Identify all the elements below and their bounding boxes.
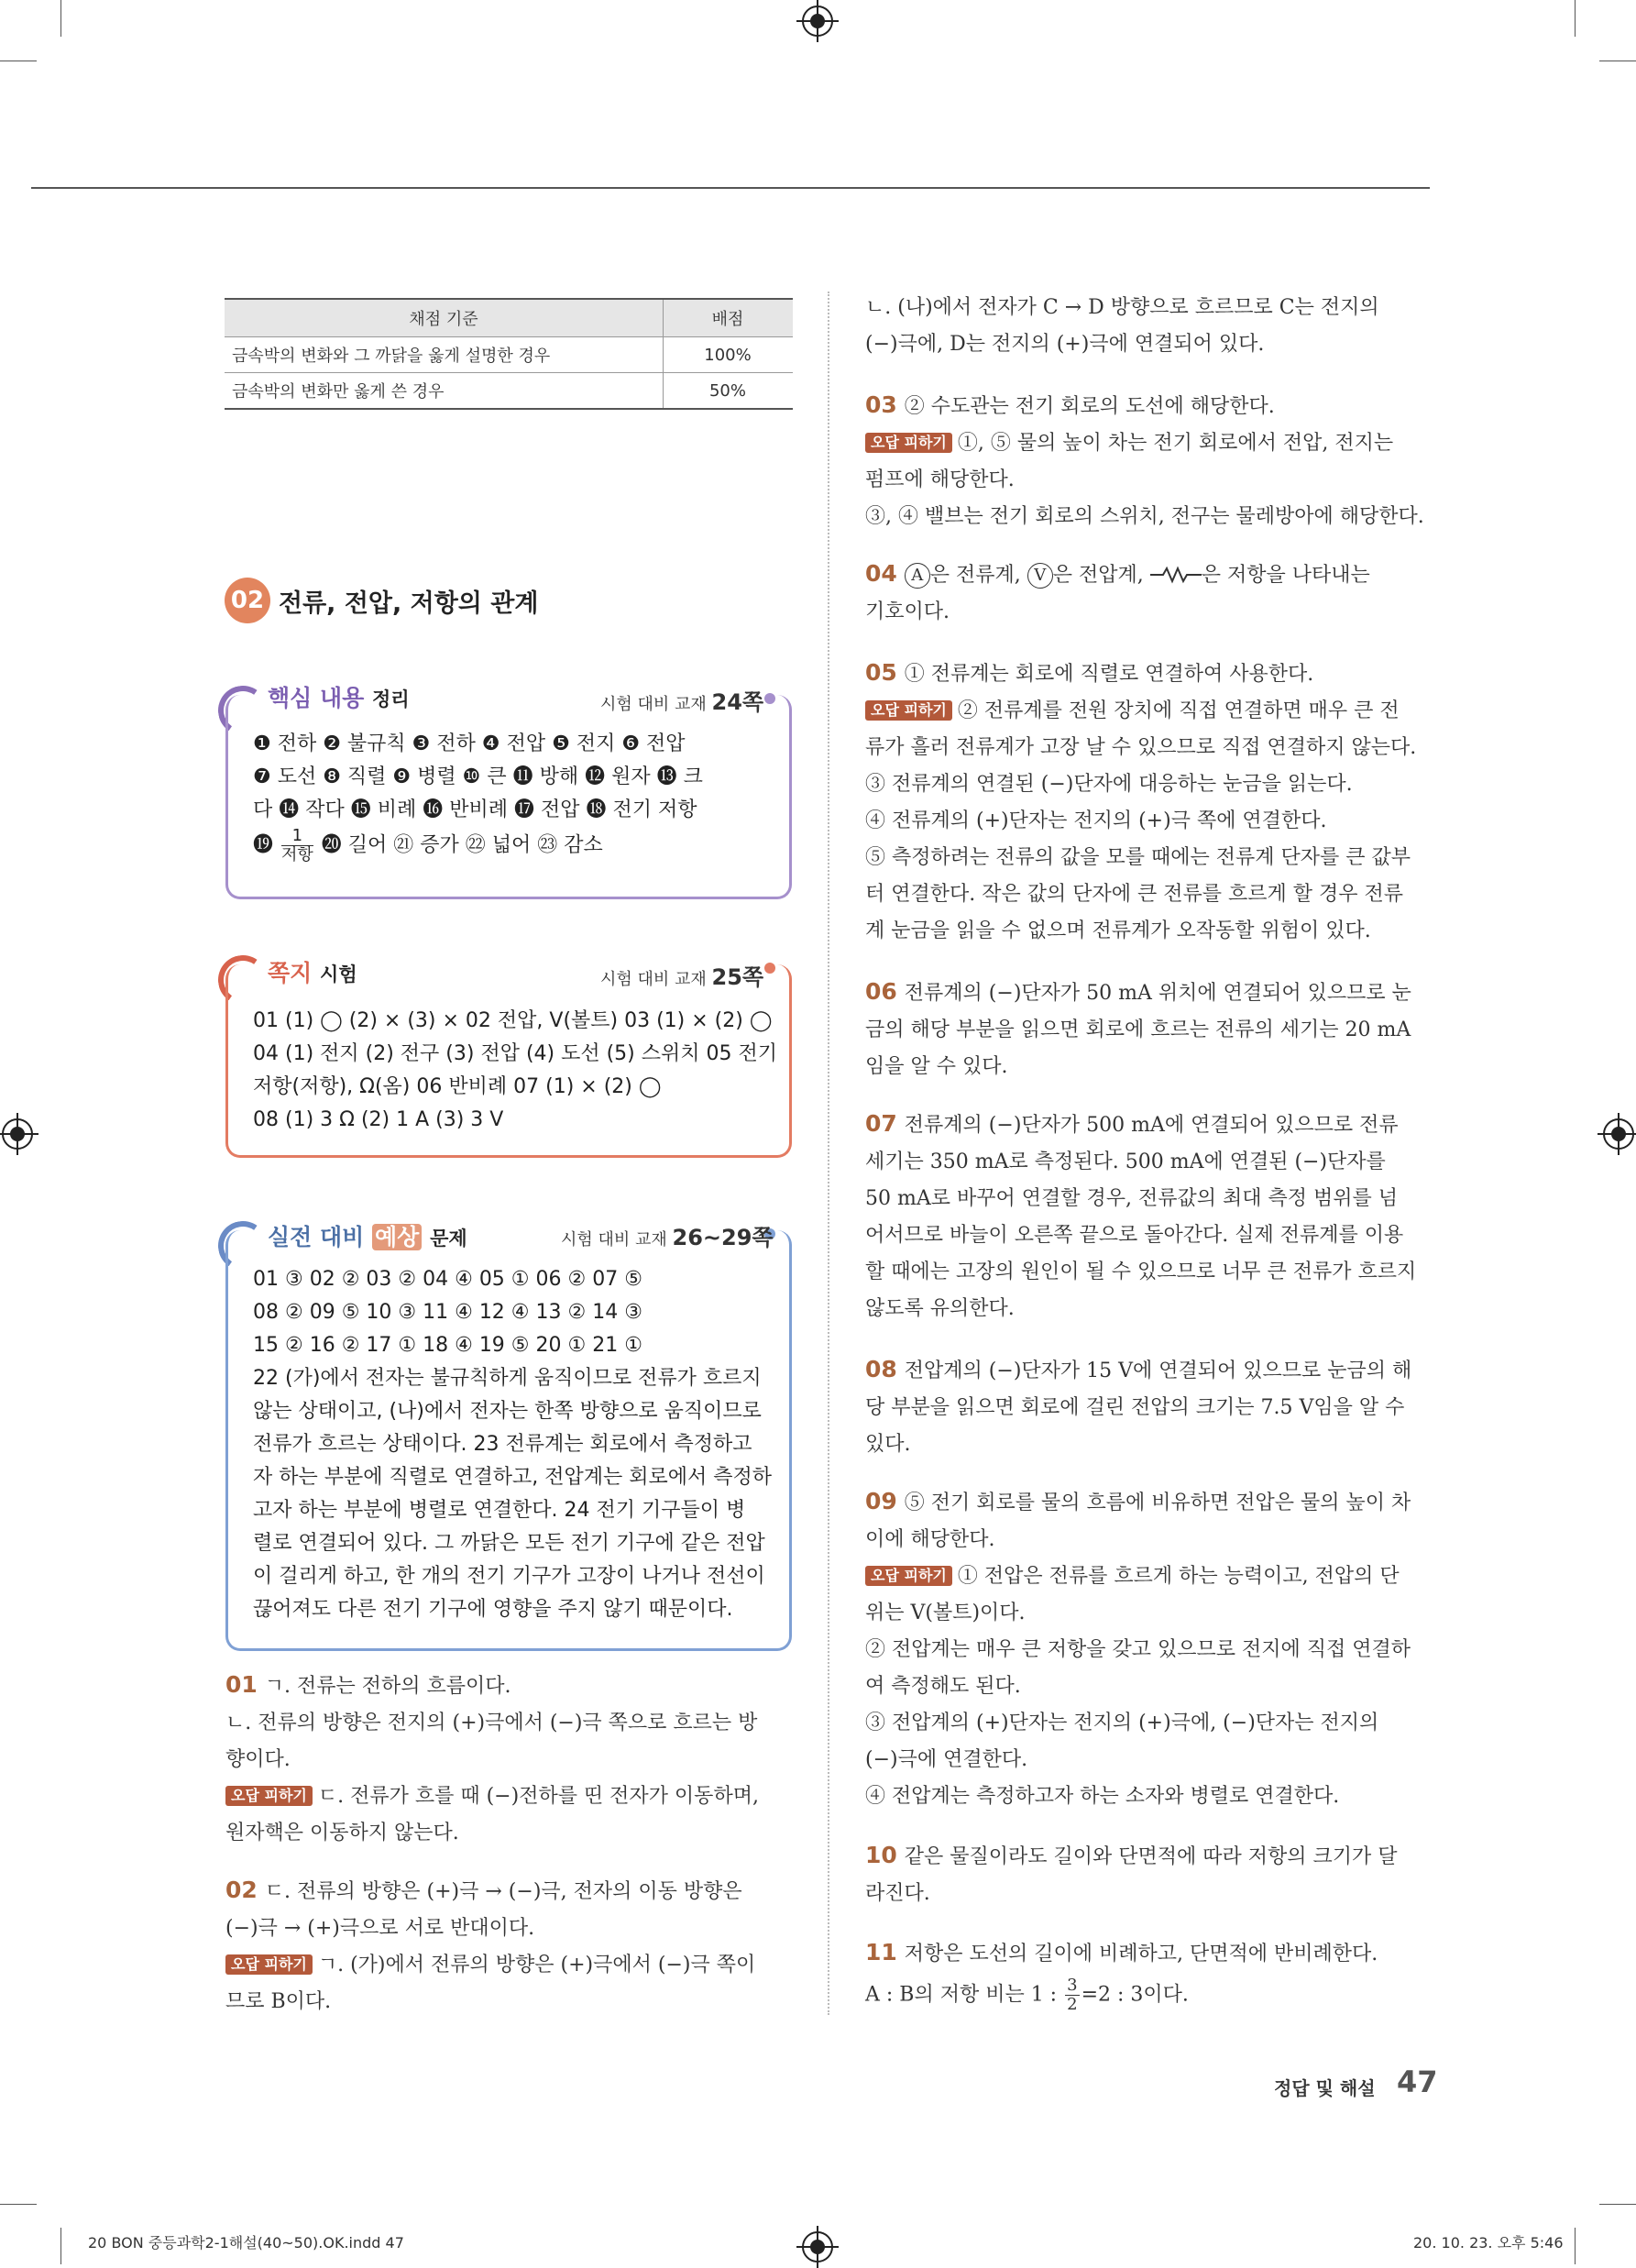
box-body: [253, 728, 703, 864]
answer-text: ② 전압계는 매우 큰 저항을 갖고 있으므로 전지에 직접 연결하: [865, 1638, 1411, 1661]
question-number: 09: [865, 1488, 897, 1514]
answer-text: A : B의 저항 비는 1 :: [865, 1983, 1058, 2007]
table-header: 배점: [664, 299, 794, 337]
answer-text: ② 전류계를 전원 장치에 직접 연결하면 매우 큰 전: [957, 699, 1400, 722]
box-reference: 시험 대비 교재 24쪽: [600, 689, 764, 715]
answer-text: =2 : 3이다.: [1081, 1983, 1189, 2007]
box-dot: [764, 963, 775, 974]
box-dot: [764, 693, 775, 704]
answer-text: ② 수도관는 전기 회로의 도선에 해당한다.: [904, 395, 1275, 418]
answer-line: 22 (가)에서 전자는 불규칙하게 움직이므로 전류가 흐르지: [253, 1367, 762, 1390]
answer-02-continued: [865, 290, 1433, 363]
print-file-name: 20 BON 중등과학2-1해설(40~50).OK.indd 47: [88, 2234, 404, 2251]
print-date: 20. 10. 23. 오후 5:46: [1413, 2234, 1564, 2251]
question-number: 02: [225, 1877, 258, 1903]
box-body: [253, 1263, 772, 1626]
answer-05: [865, 655, 1433, 950]
answer-text: 저항은 도선의 길이에 비례하고, 단면적에 반비례한다.: [904, 1943, 1378, 1965]
answer-07: [865, 1106, 1433, 1327]
wrong-answer-tag: 오답 피하기: [865, 700, 952, 721]
answer-text: 금의 해당 부분을 읽으면 회로에 흐르는 전류의 세기는 20 mA: [865, 1018, 1411, 1041]
table-cell: 100%: [664, 337, 794, 373]
answer-text: 원자핵은 이동하지 않는다.: [225, 1822, 459, 1844]
answer-text: 세기는 350 mA로 측정된다. 500 mA에 연결된 (−)단자를: [865, 1151, 1386, 1173]
answer-line: 08 ② 09 ⑤ 10 ③ 11 ④ 12 ④ 13 ② 14 ③: [253, 1301, 642, 1324]
answer-text: ③ 전압계의 (+)단자는 전지의 (+)극에, (−)단자는 전지의: [865, 1712, 1379, 1734]
answer-line: 08 (1) 3 Ω (2) 1 A (3) 3 V: [253, 1108, 504, 1131]
answer-text: (−)극 → (+)극으로 서로 반대이다.: [225, 1917, 535, 1940]
answer-text: 므로 B이다.: [225, 1990, 332, 2013]
section-title: 전류, 전압, 저항의 관계: [279, 589, 539, 618]
answer-08: [865, 1351, 1433, 1463]
answer-line: 다 ⓮ 작다 ⓯ 비례 ⓰ 반비례 ⓱ 전압 ⓲ 전기 저항: [253, 798, 697, 821]
scoring-table: [225, 298, 793, 410]
answer-text: 계 눈금을 읽을 수 없으며 전류계가 오작동할 위험이 있다.: [865, 919, 1371, 942]
answer-text: ⑤ 전기 회로를 물의 흐름에 비유하면 전압은 물의 높이 차: [904, 1492, 1411, 1514]
answer-line: 자 하는 부분에 직렬로 연결하고, 전압계는 회로에서 측정하: [253, 1466, 772, 1489]
answer-text: 류가 흘러 전류계가 고장 날 수 있으므로 직접 연결하지 않는다.: [865, 736, 1417, 759]
answer-text: ㄱ. (가)에서 전류의 방향은 (+)극에서 (−)극 쪽이: [317, 1954, 756, 1976]
answer-text: 여 측정해도 된다.: [865, 1675, 1021, 1698]
answer-text: 전압계의 (−)단자가 15 V에 연결되어 있으므로 눈금의 해: [904, 1360, 1412, 1382]
answer-line: 01 ③ 02 ② 03 ② 04 ④ 05 ① 06 ② 07 ⑤: [253, 1268, 642, 1291]
answer-line: ❶ 전하 ❷ 불규칙 ❸ 전하 ❹ 전압 ❺ 전지 ❻ 전압: [253, 732, 686, 755]
answer-text: 50 mA로 바꾸어 연결할 경우, 전류값의 최대 측정 범위를 넘: [865, 1187, 1398, 1210]
box-body: [253, 1005, 777, 1137]
crop-mark: [0, 2204, 37, 2205]
table-cell: 금속박의 변화만 옳게 쓴 경우: [225, 373, 664, 410]
answer-text: 않도록 유의한다.: [865, 1297, 1015, 1320]
answer-text: ㄱ. 전류는 전하의 흐름이다.: [264, 1675, 511, 1698]
fraction: $\frac{3}{2}$: [1067, 1976, 1078, 2014]
footer-label: 정답 및 해설: [1274, 2077, 1376, 2099]
answer-01: [225, 1667, 794, 1852]
answer-text: (−)극에 연결한다.: [865, 1748, 1028, 1771]
page-number: 47: [1397, 2064, 1438, 2099]
question-number: 05: [865, 659, 897, 686]
answer-line: 렬로 연결되어 있다. 그 까닭은 모든 전기 기구에 같은 전압: [253, 1532, 765, 1555]
crop-mark: [60, 0, 61, 37]
answer-text: ㄴ. 전류의 방향은 전지의 (+)극에서 (−)극 쪽으로 흐르는 방: [225, 1712, 758, 1734]
table-header: 채점 기준: [225, 299, 664, 337]
crop-mark: [1599, 2204, 1636, 2205]
answer-03: [865, 387, 1433, 535]
box-title: 핵심 내용 정리: [268, 685, 410, 711]
registration-mark-icon: [802, 6, 833, 37]
answer-text: 은 저항을 나타내는: [1201, 564, 1370, 587]
registration-mark-icon: [802, 2231, 833, 2262]
answer-line: 01 (1) ◯ (2) × (3) × 02 전압, V(볼트) 03 (1) × (2) ◯: [253, 1009, 773, 1032]
question-number: 11: [865, 1939, 897, 1965]
answer-line: 15 ② 16 ② 17 ① 18 ④ 19 ⑤ 20 ① 21 ①: [253, 1334, 642, 1357]
crop-mark: [1575, 2228, 1576, 2264]
table-cell: 50%: [664, 373, 794, 410]
crop-mark: [1575, 0, 1576, 37]
answer-text: ① 전압은 전류를 흐르게 하는 능력이고, 전압의 단: [957, 1565, 1400, 1588]
question-number: 07: [865, 1110, 897, 1137]
answer-line: ❼ 도선 ❽ 직렬 ❾ 병렬 ❿ 큰 ⓫ 방해 ⓬ 원자 ⓭ 크: [253, 765, 703, 788]
answer-text: ①, ⑤ 물의 높이 차는 전기 회로에서 전압, 전지는: [957, 432, 1394, 455]
registration-mark-icon: [1603, 1118, 1634, 1150]
table-cell: 금속박의 변화와 그 까닭을 옳게 설명한 경우: [225, 337, 664, 373]
answer-text: 같은 물질이라도 길이와 단면적에 따라 저항의 크기가 달: [904, 1845, 1398, 1868]
answer-text: 향이다.: [225, 1748, 291, 1771]
box-title: 실전 대비 예상 문제: [268, 1224, 467, 1250]
wrong-answer-tag: 오답 피하기: [865, 433, 952, 453]
resistor-symbol-icon: [1150, 566, 1202, 584]
answer-line: 전류가 흐르는 상태이다. 23 전류계는 회로에서 측정하고: [253, 1433, 752, 1456]
question-number: 03: [865, 391, 897, 418]
column-divider: [828, 292, 829, 2015]
answer-text: (−)극에, D는 전지의 (+)극에 연결되어 있다.: [865, 333, 1265, 356]
box-reference: 시험 대비 교재 26~29쪽: [561, 1225, 774, 1250]
answer-text: 은 전류계,: [929, 564, 1021, 587]
answer-text: 전류계의 (−)단자가 50 mA 위치에 연결되어 있으므로 눈: [904, 982, 1411, 1005]
ammeter-symbol-icon: A: [905, 563, 930, 589]
answer-text: ④ 전류계의 (+)단자는 전지의 (+)극 쪽에 연결한다.: [865, 809, 1327, 832]
answer-text: ㄷ. 전류가 흐를 때 (−)전하를 띤 전자가 이동하며,: [317, 1785, 759, 1808]
wrong-answer-tag: 오답 피하기: [225, 1786, 313, 1806]
answer-text: ③ 전류계의 연결된 (−)단자에 대응하는 눈금을 읽는다.: [865, 773, 1353, 796]
box-reference: 시험 대비 교재 25쪽: [600, 964, 764, 990]
answer-text: 임을 알 수 있다.: [865, 1055, 1008, 1078]
answer-line: 저항(저항), Ω(옴) 06 반비례 07 (1) × (2) ◯: [253, 1075, 662, 1098]
answer-text: 전류계의 (−)단자가 500 mA에 연결되어 있으므로 전류: [904, 1114, 1399, 1137]
voltmeter-symbol-icon: V: [1027, 563, 1053, 589]
answer-line: 고자 하는 부분에 병렬로 연결한다. 24 전기 기구들이 병: [253, 1499, 746, 1522]
answer-text: 있다.: [865, 1433, 911, 1456]
answer-04: [865, 556, 1433, 631]
question-number: 04: [865, 560, 897, 587]
answer-line: 않는 상태이고, (나)에서 전자는 한쪽 방향으로 움직이므로: [253, 1400, 762, 1423]
answer-02: [225, 1872, 794, 2020]
answer-text: 펌프에 해당한다.: [865, 468, 1015, 491]
answer-06: [865, 974, 1433, 1085]
question-number: 10: [865, 1842, 897, 1868]
box-title: 쪽지 시험: [268, 960, 357, 986]
fraction: $\frac{1}{\text{저항}}$: [281, 826, 313, 864]
crop-mark: [60, 2228, 61, 2264]
answer-09: [865, 1483, 1433, 1815]
answer-text: 위는 V(볼트)이다.: [865, 1602, 1026, 1624]
wrong-answer-tag: 오답 피하기: [865, 1566, 952, 1586]
answer-text: 기호이다.: [865, 600, 950, 623]
question-number: 01: [225, 1671, 258, 1698]
question-number: 08: [865, 1356, 897, 1382]
table-row: [225, 337, 793, 373]
answer-10: [865, 1837, 1433, 1912]
header-rule: [31, 187, 1430, 189]
table-row: [225, 373, 793, 410]
registration-mark-icon: [2, 1118, 33, 1150]
answer-text: ④ 전압계는 측정하고자 하는 소자와 병렬로 연결한다.: [865, 1785, 1340, 1808]
answer-text: ③, ④ 밸브는 전기 회로의 스위치, 전구는 물레방아에 해당한다.: [865, 505, 1424, 528]
answer-line: 이 걸리게 하고, 한 개의 전기 기구가 고장이 나거나 전선이: [253, 1565, 765, 1588]
answer-text: ⑤ 측정하려는 전류의 값을 모를 때에는 전류계 단자를 큰 값부: [865, 846, 1411, 869]
table-header-row: [225, 299, 793, 337]
answer-text: 당 부분을 읽으면 회로에 걸린 전압의 크기는 7.5 V임을 알 수: [865, 1396, 1405, 1419]
answer-text: ① 전류계는 회로에 직렬로 연결하여 사용한다.: [904, 663, 1314, 686]
answer-text: 할 때에는 고장의 원인이 될 수 있으므로 너무 큰 전류가 흐르지: [865, 1261, 1417, 1283]
answer-text: 라진다.: [865, 1882, 930, 1905]
answer-line: ⓳ $\frac{1}{\text{저항}}$ ⓴ 길어 ㉑ 증가 ㉒ 넓어 ㉓ 감소: [253, 826, 603, 864]
question-number: 06: [865, 978, 897, 1005]
wrong-answer-tag: 오답 피하기: [225, 1954, 313, 1975]
answer-line: 04 (1) 전지 (2) 전구 (3) 전압 (4) 도선 (5) 스위치 05 전기: [253, 1042, 777, 1065]
answer-line: 끊어져도 다른 전기 기구에 영향을 주지 않기 때문이다.: [253, 1598, 733, 1621]
answer-text: ㄷ. 전류의 방향은 (+)극 → (−)극, 전자의 이동 방향은: [264, 1880, 742, 1903]
answer-text: 이에 해당한다.: [865, 1528, 995, 1551]
section-number-badge: 02: [225, 578, 270, 623]
answer-text: 은 전압계,: [1052, 564, 1144, 587]
answer-text: 어서므로 바늘이 오른쪽 끝으로 돌아간다. 실제 전류계를 이용: [865, 1224, 1404, 1247]
answer-11: [865, 1934, 1433, 2014]
answer-text: 터 연결한다. 작은 값의 단자에 큰 전류를 흐르게 할 경우 전류: [865, 883, 1403, 906]
answer-text: ㄴ. (나)에서 전자가 C → D 방향으로 흐르므로 C는 전지의: [865, 296, 1379, 319]
